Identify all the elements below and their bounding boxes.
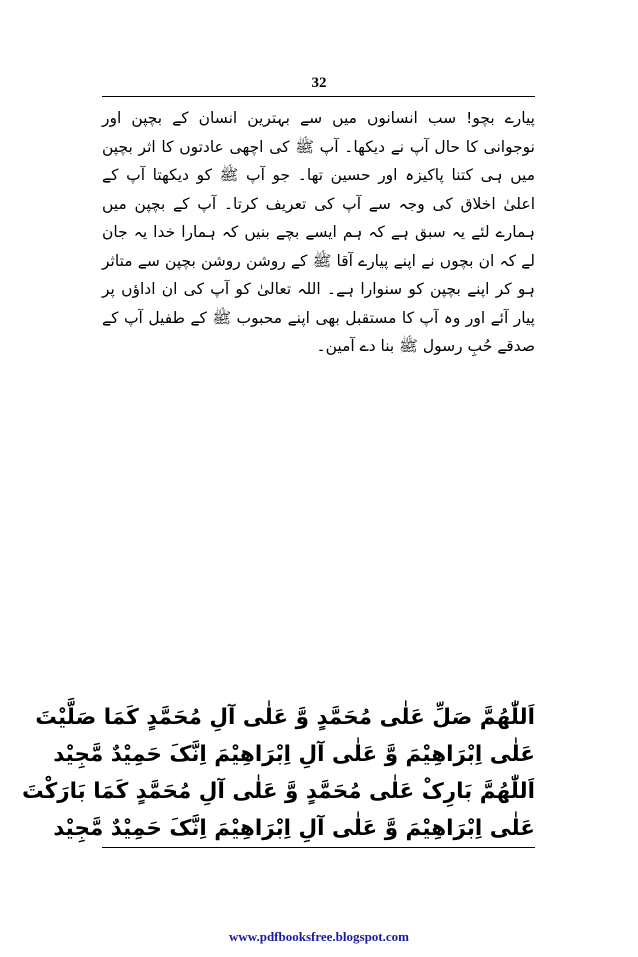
durood-block <box>21 699 535 847</box>
durood-line-4: عَلٰی اِبْرَاھِیْمَ وَّ عَلٰی آلِ اِبْرَاھِیْمَ اِنَّکَ حَمِیْدٌ مَّجِیْد <box>53 816 535 841</box>
urdu-paragraph: پیارے بچو! سب انسانوں میں سے بہترین انسان کے بچپن اور نوجوانی کا حال آپ نے دیکھا۔ آپ ﷺ کی اچھی عادتوں کا اثر بچپن میں ہی کتنا پاکیزہ اور حسین تھا۔ جو آپ ﷺ کو دیکھتا آپ کے اعلیٰ اخلاق کی وجہ سے آپ کی تعریف کرتا۔ آپ کے بچپن میں ہمارے لئے یہ سبق ہے کہ ہم ایسے بچے بنیں کہ ہمارا خدا یہ جان لے کہ ان بچوں نے اپنے پیارے آقا ﷺ کے روشن روشن بچپن سے متاثر ہو کر اپنے بچپن کو سنوارا ہے۔ اللہ تعالیٰ کو آپ کی ان اداؤں پر پیار آئے اور وہ آپ کا مستقبل بھی اپنے محبوب ﷺ کے طفیل آپ کے صدقے حُبِ رسول ﷺ بنا دے آمین۔ <box>102 109 535 355</box>
page-number: 32 <box>311 75 327 91</box>
footer-website-link[interactable]: www.pdfbooksfree.blogspot.com <box>229 929 409 944</box>
footer-rule <box>102 847 535 848</box>
durood-line-2: عَلٰی اِبْرَاھِیْمَ وَّ عَلٰی آلِ اِبْرَاھِیْمَ اِنَّکَ حَمِیْدٌ مَّجِیْد <box>53 742 535 767</box>
durood-line-3: اَللّٰھُمَّ بَارِکْ عَلٰی مُحَمَّدٍ وَّ عَلٰی آلِ مُحَمَّدٍ کَمَا بَارَکْتَ <box>21 779 535 804</box>
header-rule <box>102 96 535 97</box>
durood-line-1: اَللّٰھُمَّ صَلِّ عَلٰی مُحَمَّدٍ وَّ عَلٰی آلِ مُحَمَّدٍ کَمَا صَلَّیْتَ <box>35 705 535 730</box>
